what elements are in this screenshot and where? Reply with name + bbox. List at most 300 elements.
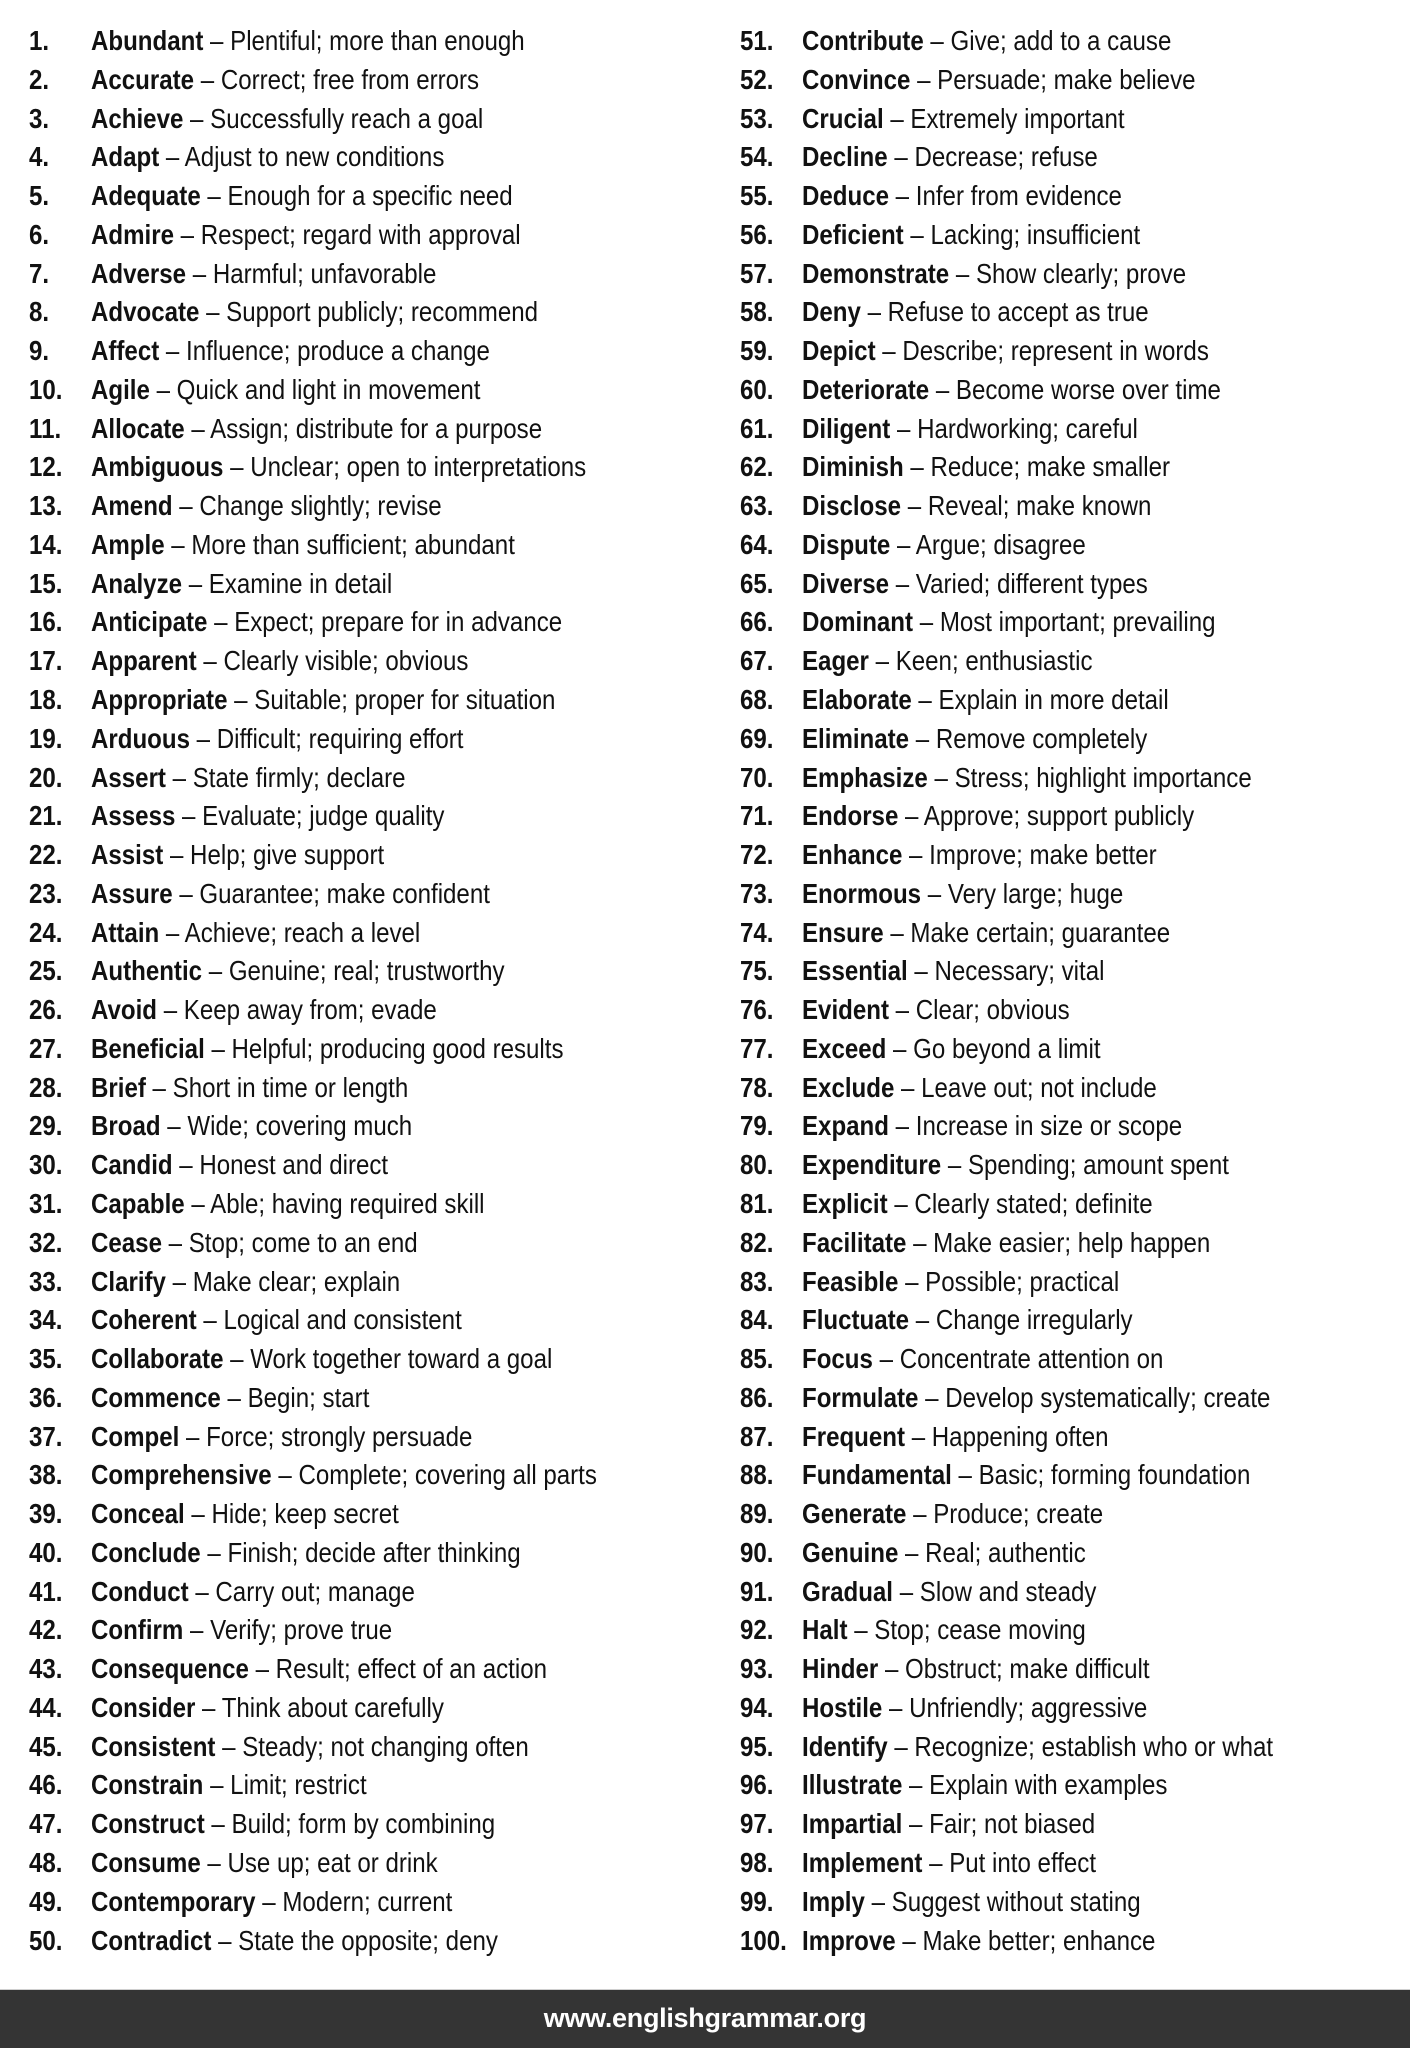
vocabulary-entry [29,1844,719,1883]
vocabulary-entry [740,603,1410,642]
entry-word: Disclose [802,490,902,522]
vocabulary-entry [740,1185,1410,1224]
vocabulary-entry [29,1107,719,1146]
entry-word: Conduct [91,1575,189,1607]
entry-word: Assert [91,761,166,793]
entry-number: 55. [740,180,774,212]
entry-number: 41. [29,1575,63,1607]
entry-separator: – [207,606,235,638]
entry-separator: – [847,1614,875,1646]
vocabulary-entry [740,1728,1410,1767]
entry-word: Appropriate [91,684,228,716]
entry-separator: – [886,1032,914,1064]
entry-number: 42. [29,1614,63,1646]
entry-text [91,526,515,565]
entry-text [802,1379,1270,1418]
entry-separator: – [898,1265,926,1297]
entry-number: 54. [740,141,774,173]
entry-text [91,1728,529,1767]
vocabulary-entry [740,797,1410,836]
entry-separator: – [910,63,938,95]
entry-definition: Explain with examples [929,1769,1168,1801]
entry-word: Conclude [91,1536,201,1568]
entry-separator: – [898,1536,926,1568]
entry-definition: Varied; different types [915,567,1148,599]
entry-number: 70. [740,761,774,793]
entry-definition: Result; effect of an action [275,1653,547,1685]
entry-word: Deny [802,296,861,328]
vocabulary-entry [29,1883,719,1922]
entry-separator: – [894,1071,922,1103]
entry-word: Fundamental [802,1459,952,1491]
entry-text [91,991,437,1030]
entry-definition: Suggest without stating [891,1885,1141,1917]
entry-definition: Fair; not biased [929,1808,1096,1840]
entry-definition: Adjust to new conditions [184,141,445,173]
entry-text [802,1844,1096,1883]
entry-word: Implement [802,1846,923,1878]
entry-text [802,448,1170,487]
entry-definition: Clear; obvious [915,994,1070,1026]
entry-number: 100. [740,1924,787,1956]
entry-word: Contemporary [91,1885,256,1917]
vocabulary-entry [29,1146,719,1185]
entry-separator: – [173,218,201,250]
entry-word: Deficient [802,218,904,250]
entry-number: 43. [29,1653,63,1685]
vocabulary-entry [740,681,1410,720]
vocabulary-entry [29,914,719,953]
entry-definition: Approve; support publicly [923,800,1195,832]
vocabulary-entry [740,1495,1410,1534]
entry-text [802,1456,1250,1495]
entry-text [802,526,1086,565]
entry-separator: – [902,1769,930,1801]
entry-text [802,797,1194,836]
entry-number: 71. [740,800,774,832]
entry-separator: – [196,645,224,677]
entry-text [91,177,513,216]
entry-separator: – [157,994,184,1026]
vocabulary-entry [29,410,719,449]
entry-number: 80. [740,1149,774,1181]
entry-number: 6. [29,218,50,250]
entry-word: Beneficial [91,1032,205,1064]
entry-text [802,1922,1155,1961]
entry-word: Convince [802,63,911,95]
entry-definition: Leave out; not include [921,1071,1157,1103]
entry-separator: – [175,800,203,832]
entry-number: 29. [29,1110,63,1142]
entry-word: Anticipate [91,606,208,638]
entry-word: Deduce [802,180,889,212]
entry-text [802,1883,1141,1922]
entry-text [91,255,436,294]
entry-text [802,1263,1119,1302]
entry-definition: Change irregularly [935,1304,1133,1336]
entry-text [91,138,444,177]
entry-definition: Carry out; manage [215,1575,415,1607]
vocabulary-entry [29,1069,719,1108]
entry-definition: Work together toward a goal [250,1343,553,1375]
vocabulary-entry [740,487,1410,526]
entry-definition: Real; authentic [925,1536,1086,1568]
entry-text [91,1030,564,1069]
entry-text [802,914,1170,953]
entry-definition: Change slightly; revise [199,490,442,522]
entry-number: 69. [740,722,774,754]
entry-definition: Put into effect [949,1846,1097,1878]
entry-word: Halt [802,1614,848,1646]
entry-definition: Achieve; reach a level [184,916,421,948]
entry-text [91,1185,485,1224]
entry-definition: Stop; come to an end [188,1226,418,1258]
entry-number: 62. [740,451,774,483]
vocabulary-entry [29,1922,719,1961]
entry-text [91,332,490,371]
entry-separator: – [895,1924,923,1956]
entry-number: 25. [29,955,63,987]
vocabulary-entry [740,1844,1410,1883]
entry-word: Essential [802,955,908,987]
entry-word: Formulate [802,1381,919,1413]
entry-separator: – [160,1110,188,1142]
entry-separator: – [864,1885,892,1917]
entry-text [802,952,1104,991]
entry-text [91,603,562,642]
entry-text [802,1185,1153,1224]
entry-number: 39. [29,1498,63,1530]
entry-definition: Obstruct; make difficult [905,1653,1150,1685]
entry-definition: Keen; enthusiastic [895,645,1093,677]
entry-definition: Make better; enhance [922,1924,1156,1956]
entry-word: Explicit [802,1187,888,1219]
entry-definition: Very large; huge [947,877,1124,909]
entry-separator: – [860,296,888,328]
entry-separator: – [875,335,903,367]
vocabulary-entry [740,255,1410,294]
entry-word: Confirm [91,1614,184,1646]
entry-number: 45. [29,1730,63,1762]
entry-definition: Make easier; help happen [933,1226,1211,1258]
entry-definition: Logical and consistent [223,1304,462,1336]
entry-definition: Decrease; refuse [914,141,1098,173]
vocabulary-entry [740,952,1410,991]
entry-text [91,875,490,914]
entry-separator: – [941,1149,968,1181]
vocabulary-entry [29,138,719,177]
entry-text [91,61,479,100]
vocabulary-entry [29,1418,719,1457]
entry-word: Cease [91,1226,162,1258]
entry-text [802,1107,1182,1146]
entry-number: 81. [740,1187,774,1219]
entry-word: Frequent [802,1420,906,1452]
entry-definition: Go beyond a limit [913,1032,1101,1064]
entry-separator: – [183,102,211,134]
entry-text [91,1107,412,1146]
vocabulary-entry [29,22,719,61]
entry-definition: Expect; prepare for in advance [234,606,563,638]
vocabulary-entry [29,991,719,1030]
entry-separator: – [890,412,918,444]
entry-definition: Harmful; unfavorable [212,257,437,289]
entry-number: 58. [740,296,774,328]
entry-word: Evident [802,994,889,1026]
entry-text [802,1224,1210,1263]
entry-number: 95. [740,1730,774,1762]
entry-text [802,138,1098,177]
entry-word: Ample [91,528,165,560]
entry-number: 68. [740,684,774,716]
entry-word: Compel [91,1420,180,1452]
entry-number: 67. [740,645,774,677]
entry-word: Contradict [91,1924,212,1956]
vocabulary-entry [740,138,1410,177]
entry-number: 84. [740,1304,774,1336]
entry-definition: Modern; current [282,1885,453,1917]
entry-number: 38. [29,1459,63,1491]
entry-word: Emphasize [802,761,928,793]
vocabulary-entry [29,1689,719,1728]
entry-separator: – [903,451,931,483]
entry-separator: – [200,1536,228,1568]
entry-separator: – [918,1381,946,1413]
entry-number: 52. [740,63,774,95]
entry-word: Assess [91,800,176,832]
entry-number: 37. [29,1420,63,1452]
entry-number: 82. [740,1226,774,1258]
entry-definition: Argue; disagree [915,528,1086,560]
entry-text [802,720,1147,759]
vocabulary-entry [29,836,719,875]
entry-number: 66. [740,606,774,638]
entry-word: Exclude [802,1071,895,1103]
entry-separator: – [906,1226,934,1258]
entry-separator: – [159,335,187,367]
entry-number: 36. [29,1381,63,1413]
entry-definition: Steady; not changing often [242,1730,529,1762]
entry-separator: – [927,761,955,793]
entry-word: Apparent [91,645,197,677]
entry-definition: Guarantee; make confident [199,877,490,909]
vocabulary-entry [29,1573,719,1612]
entry-word: Consistent [91,1730,216,1762]
entry-text [802,1805,1095,1844]
vocabulary-entry [29,448,719,487]
entry-text [802,642,1092,681]
entry-definition: Show clearly; prove [975,257,1187,289]
entry-definition: Short in time or length [172,1071,409,1103]
entry-number: 72. [740,839,774,871]
entry-number: 53. [740,102,774,134]
entry-separator: – [199,296,227,328]
entry-text [802,1573,1096,1612]
entry-text [91,216,521,255]
entry-word: Dominant [802,606,914,638]
entry-definition: Complete; covering all parts [298,1459,597,1491]
entry-word: Focus [802,1343,873,1375]
entry-separator: – [200,1846,228,1878]
vocabulary-entry [740,1922,1410,1961]
entry-number: 32. [29,1226,63,1258]
entry-text [802,1766,1167,1805]
entry-number: 64. [740,528,774,560]
entry-separator: – [195,1691,222,1723]
entry-separator: – [929,373,956,405]
entry-word: Improve [802,1924,896,1956]
entry-word: Consequence [91,1653,249,1685]
entry-number: 10. [29,373,63,405]
entry-text [91,1224,418,1263]
vocabulary-entry [29,1766,719,1805]
entry-separator: – [887,1730,915,1762]
vocabulary-entry [29,1495,719,1534]
entry-separator: – [159,141,185,173]
entry-text [802,332,1209,371]
entry-number: 75. [740,955,774,987]
entry-word: Fluctuate [802,1304,910,1336]
entry-number: 57. [740,257,774,289]
entry-separator: – [907,955,935,987]
vocabulary-entry [29,797,719,836]
entry-definition: Stress; highlight importance [954,761,1252,793]
entry-separator: – [202,955,229,987]
entry-definition: Hardworking; careful [917,412,1138,444]
entry-definition: Increase in size or scope [915,1110,1183,1142]
entry-definition: Evaluate; judge quality [202,800,445,832]
entry-number: 14. [29,528,63,560]
entry-number: 21. [29,800,63,832]
entry-number: 73. [740,877,774,909]
entry-word: Assist [91,839,164,871]
entry-definition: Build; form by combining [231,1808,496,1840]
vocabulary-entry [740,177,1410,216]
entry-word: Generate [802,1498,907,1530]
entry-separator: – [902,1808,930,1840]
entry-number: 33. [29,1265,63,1297]
vocabulary-entry [29,61,719,100]
entry-text [91,371,480,410]
entry-number: 8. [29,296,50,328]
entry-separator: – [903,218,931,250]
vocabulary-entry [740,1224,1410,1263]
entry-number: 24. [29,916,63,948]
entry-definition: Slow and steady [919,1575,1097,1607]
entry-definition: Possible; practical [925,1265,1120,1297]
entry-text [802,1301,1133,1340]
entry-separator: – [902,839,930,871]
entry-definition: Wide; covering much [187,1110,413,1142]
entry-separator: – [184,412,211,444]
footer-website-link[interactable]: www.englishgrammar.org [543,2003,867,2033]
entry-word: Coherent [91,1304,197,1336]
entry-separator: – [878,1653,906,1685]
entry-definition: Develop systematically; create [945,1381,1271,1413]
entry-text [802,177,1122,216]
entry-number: 90. [740,1536,774,1568]
vocabulary-entry [29,759,719,798]
vocabulary-entry [740,1379,1410,1418]
entry-definition: Hide; keep secret [211,1498,399,1530]
entry-text [802,1495,1103,1534]
entry-number: 88. [740,1459,774,1491]
entry-definition: Assign; distribute for a purpose [210,412,543,444]
entry-separator: – [909,1304,936,1336]
vocabulary-entry [29,1379,719,1418]
vocabulary-entry [29,952,719,991]
entry-separator: – [186,257,213,289]
entry-number: 13. [29,490,63,522]
entry-text [802,293,1149,332]
vocabulary-entry [29,1263,719,1302]
entry-word: Avoid [91,994,158,1026]
entry-definition: Recognize; establish who or what [914,1730,1274,1762]
entry-text [802,681,1169,720]
entry-text [91,836,384,875]
entry-separator: – [223,1343,251,1375]
entry-separator: – [922,1846,950,1878]
entry-number: 31. [29,1187,63,1219]
entry-separator: – [163,839,191,871]
entry-text [91,1766,367,1805]
entry-definition: Genuine; real; trustworthy [228,955,505,987]
entry-word: Adapt [91,141,160,173]
entry-number: 99. [740,1885,774,1917]
entry-number: 20. [29,761,63,793]
entry-definition: Unfriendly; aggressive [909,1691,1148,1723]
entry-separator: – [887,1187,915,1219]
vocabulary-entry [29,1224,719,1263]
entry-text [91,759,406,798]
entry-definition: Explain in more detail [938,684,1169,716]
entry-word: Identify [802,1730,888,1762]
entry-separator: – [184,1498,212,1530]
entry-word: Dispute [802,528,891,560]
entry-text [91,1922,498,1961]
entry-definition: State the opposite; deny [238,1924,498,1956]
entry-number: 28. [29,1071,63,1103]
entry-separator: – [883,916,911,948]
vocabulary-entry [29,875,719,914]
entry-definition: Able; having required skill [210,1187,485,1219]
entry-separator: – [227,684,255,716]
entry-separator: – [248,1653,276,1685]
entry-text [802,1069,1157,1108]
entry-text [91,1650,547,1689]
entry-definition: Begin; start [247,1381,370,1413]
entry-word: Decline [802,141,888,173]
entry-number: 77. [740,1032,774,1064]
entry-word: Achieve [91,102,184,134]
entry-definition: Help; give support [190,839,385,871]
vocabulary-entry [29,720,719,759]
entry-text [802,1146,1229,1185]
entry-word: Hostile [802,1691,883,1723]
entry-text [91,1495,399,1534]
entry-separator: – [909,722,936,754]
vocabulary-entry [29,1611,719,1650]
entry-number: 51. [740,25,774,56]
entry-word: Commence [91,1381,221,1413]
vocabulary-entry [29,1650,719,1689]
entry-separator: – [164,528,192,560]
entry-number: 5. [29,180,50,212]
entry-separator: – [183,1614,211,1646]
entry-separator: – [951,1459,979,1491]
entry-separator: – [949,257,976,289]
vocabulary-entry [740,1650,1410,1689]
